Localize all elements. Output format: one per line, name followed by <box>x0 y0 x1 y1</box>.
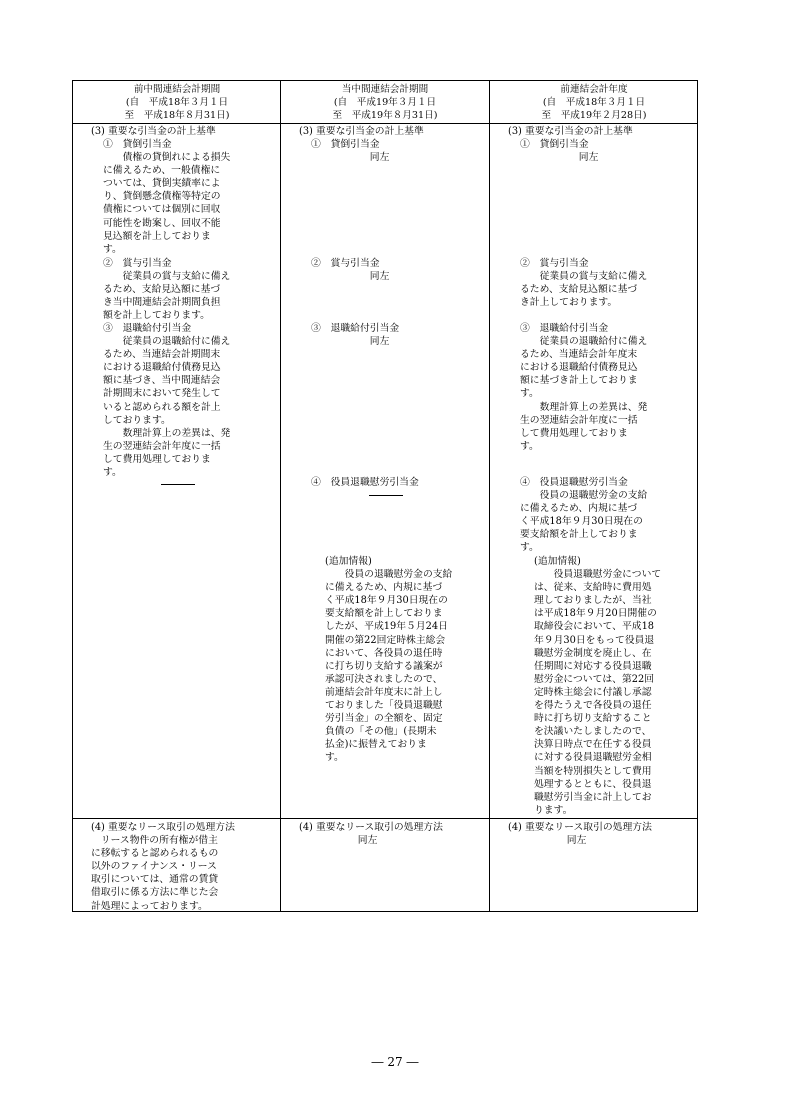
col3-retirement-allowance: ③ 退職給付引当金 従業員の退職給付に備え るため、当連結会計年度末 における退職給付債務見込 額に基づき計上しておりま す。 数理計算上の差異は、発 生の翌連結会計年度に一括 して費用処理しておりま す。 <box>520 323 648 452</box>
col2-director-retirement-allowance: ④ 役員退職慰労引当金 <box>311 477 419 488</box>
header-prior-fiscal-year <box>490 83 698 122</box>
col3-bonus-allowance: ② 賞与引当金 従業員の賞与支給に備え るため、支給見込額に基づ き計上しております。 <box>520 258 648 309</box>
header-title: 前連結会計年度 <box>560 84 628 95</box>
page-number: ― 27 ― <box>371 1055 419 1069</box>
col2-lease-policy: (4) 重要なリース取引の処理方法 同左 <box>299 822 443 847</box>
col3-lease-policy: (4) 重要なリース取引の処理方法 同左 <box>508 822 652 847</box>
header-from: (自 平成18年３月１日 <box>125 97 229 108</box>
column-divider <box>280 81 281 911</box>
header-to: 至 平成18年８月31日) <box>124 110 230 121</box>
header-prior-interim <box>73 83 281 122</box>
header-divider <box>73 123 697 124</box>
col2-bonus-allowance: ② 賞与引当金 同左 <box>311 258 390 283</box>
col1-lease-policy: (4) 重要なリース取引の処理方法 リース物件の所有権が借主 に移転すると認められるもの 以外のファイナンス・リース 取引については、通常の賃貸 借取引に係る方法に準じた会 計処理によっております。 <box>91 822 235 912</box>
col3-section3-title: (3) 重要な引当金の計上基準 <box>508 126 633 137</box>
col2-retirement-allowance: ③ 退職給付引当金 同左 <box>311 323 400 348</box>
row-divider <box>73 818 697 819</box>
col3-additional-info: (追加情報) 役員退職慰労金について は、従来、支給時に費用処 理しておりましたが、当社 は平成18年９月20日開催の 取締役会において、平成18 年９月30日をもって役員退 職慰労金制度を廃止し、在 任期間に対応する役員退職 慰労金については、第22回 定時株主総会に付議し承認 を得たうえで各役員の退任 時に打ち切り支給すること を決議いたしましたので、 決算日時点で在任する役員 に対する役員退職慰労金相 当額を特別損失として費用 処理するとともに、役員退 職慰労引当金に計上してお ります。 <box>534 556 662 816</box>
col1-doubtful-accounts: ① 貸倒引当金 債権の貸倒れによる損失 に備えるため、一般債権に ついては、貸倒実績率によ り、貸倒懸念債権等特定の 債権については個別に回収 可能性を勘案し、回収不能 見込額を計上しておりま す。 <box>103 139 231 255</box>
col2-section3-title: (3) 重要な引当金の計上基準 <box>299 126 424 137</box>
header-title: 前中間連結会計期間 <box>133 84 221 95</box>
col2-doubtful-accounts: ① 貸倒引当金 同左 <box>311 139 390 164</box>
header-from: (自 平成18年３月１日 <box>542 97 646 108</box>
empty-entry-dash <box>369 495 403 496</box>
header-current-interim <box>281 83 489 122</box>
col3-director-retirement-allowance: ④ 役員退職慰労引当金 役員の退職慰労金の支給 に備えるため、内規に基づ く平成18年９月30日現在の 要支給額を計上しておりま す。 <box>520 477 648 554</box>
col1-section3-title: (3) 重要な引当金の計上基準 <box>91 126 216 137</box>
header-to: 至 平成19年２月28日) <box>541 110 647 121</box>
header-title: 当中間連結会計期間 <box>341 84 429 95</box>
col3-doubtful-accounts: ① 貸倒引当金 同左 <box>520 139 599 164</box>
empty-entry-dash <box>161 484 195 485</box>
col1-bonus-allowance: ② 賞与引当金 従業員の賞与支給に備え るため、支給見込額に基づ き当中間連結会計期間負担 額を計上しております。 <box>103 258 231 322</box>
header-from: (自 平成19年３月１日 <box>333 97 437 108</box>
header-to: 至 平成19年８月31日) <box>332 110 438 121</box>
col2-additional-info: (追加情報) 役員の退職慰労金の支給 に備えるため、内規に基づ く平成18年９月30日現在の 要支給額を計上しておりま したが、平成19年５月24日 開催の第22回定時株主総会 において、各役員の退任時 に打ち切り支給する議案が 承認可決されましたので、 前連結会計年度末に計上し ておりました「役員退職慰 労引当金」の全額を、固定 負債の「その他」(長期未 払金)に振替えておりま す。 <box>325 556 453 764</box>
col1-retirement-allowance: ③ 退職給付引当金 従業員の退職給付に備え るため、当連結会計期間末 における退職給付債務見込 額に基づき、当中間連結会 計期間末において発生して いると認められる額を計上 しております。 数理計算上の差異は、発 生の翌連結会計年度に一括 して費用処理しておりま す。 <box>103 323 231 479</box>
column-divider <box>489 81 490 911</box>
accounting-policy-table <box>72 80 698 912</box>
